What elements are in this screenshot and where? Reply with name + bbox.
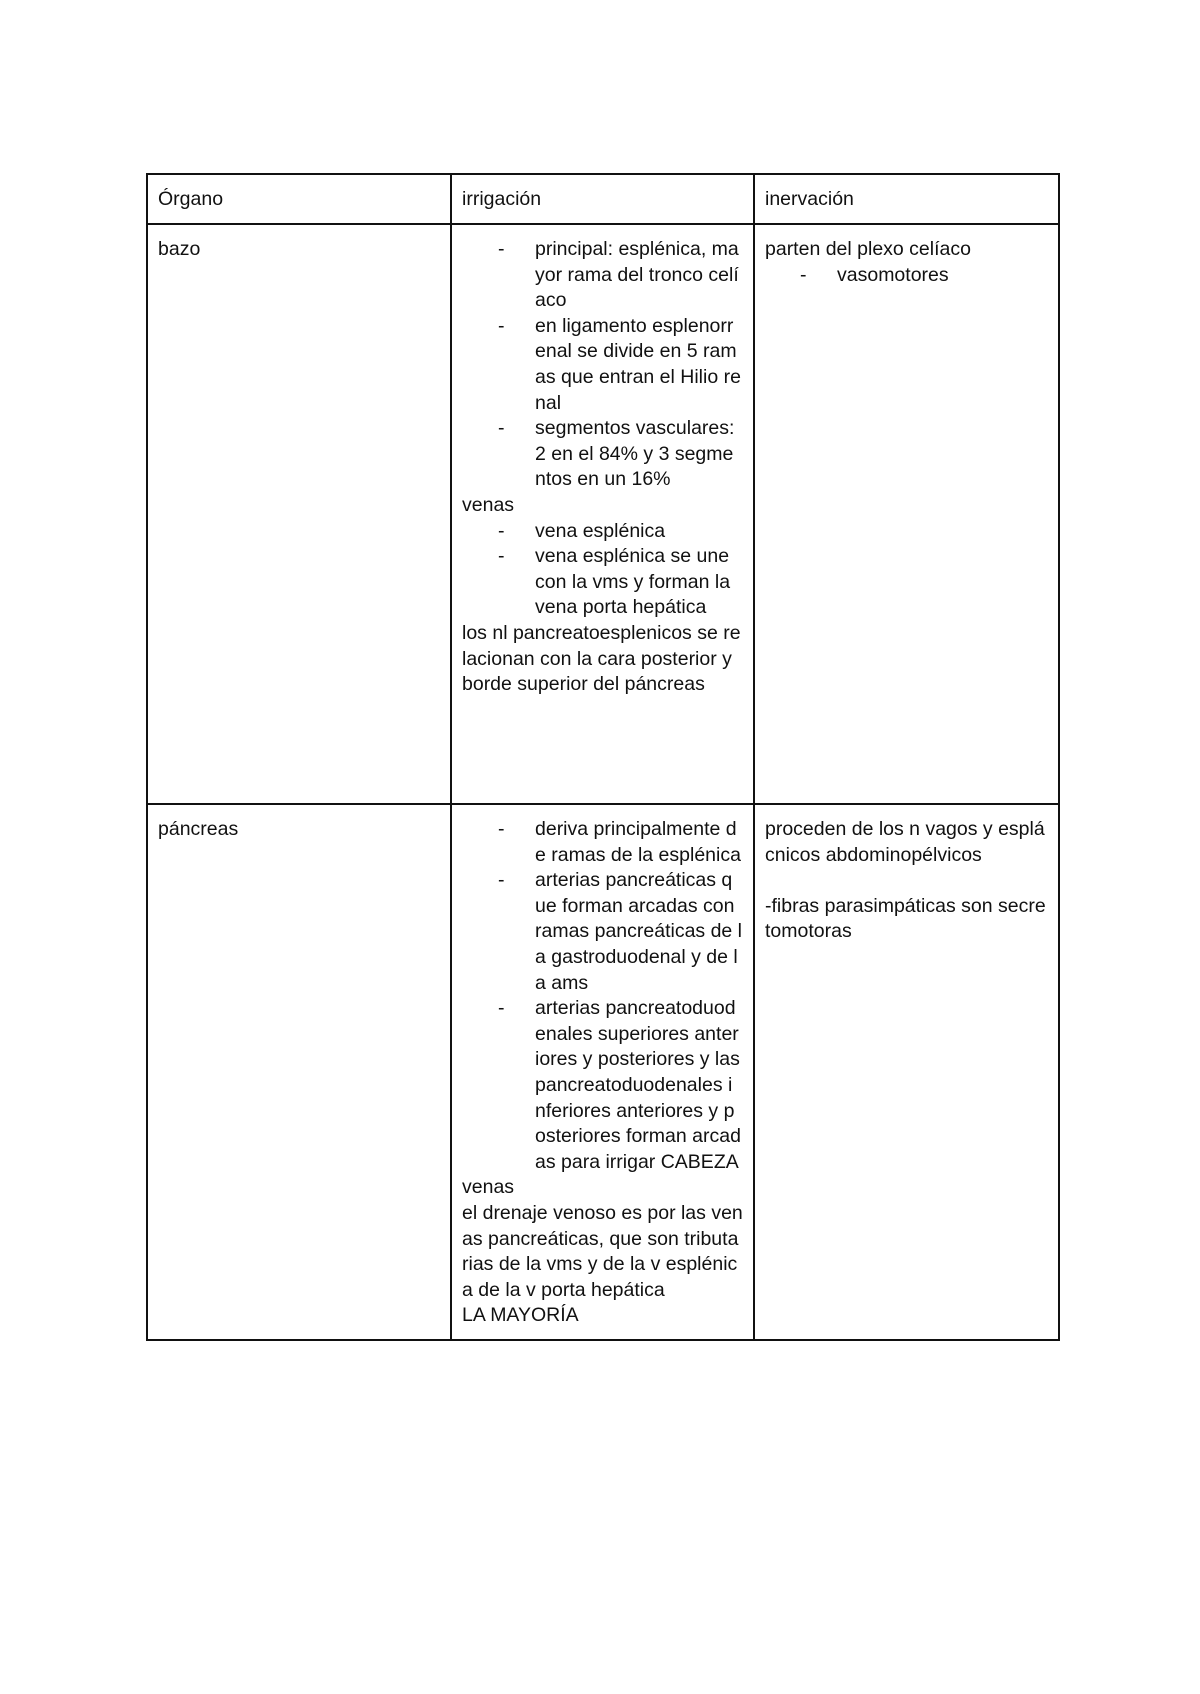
- dash-bullet: -: [498, 869, 505, 892]
- cell-inervacion-pancreas: [754, 804, 1059, 1340]
- table-row-pancreas: [147, 804, 1059, 1340]
- list-item-text: arterias pancreáticas que forman arcadas con ramas pancreáticas de la gastroduodenal y de la ams: [535, 869, 743, 994]
- bazo-inervacion-list: [765, 263, 1048, 289]
- list-item: [462, 314, 743, 416]
- pancreas-inervacion-intro: proceden de los n vagos y esplácnicos abdominopélvicos: [765, 818, 1045, 866]
- list-item: [462, 868, 743, 996]
- list-item-text: en ligamento esplenorrenal se divide en 5 ramas que entran el Hilio renal: [535, 314, 741, 414]
- paragraph-gap: [765, 868, 1048, 894]
- dash-bullet: -: [498, 417, 505, 440]
- list-item: [462, 817, 743, 868]
- bazo-note: los nl pancreatoesplenicos se relacionan con la cara posterior y borde superior del páncreas: [462, 621, 741, 696]
- header-organo: Órgano: [147, 174, 451, 224]
- header-irrigacion: irrigación: [451, 174, 754, 224]
- venas-label: venas: [462, 1176, 515, 1199]
- organ-table: [146, 173, 1060, 1341]
- table-header-row: [147, 174, 1059, 224]
- list-item-text: arterias pancreatoduodenales superiores anteriores y posteriores y las pancreatoduodenales inferiores anteriores y posteriores forman arcadas para irrigar CABEZA: [535, 997, 741, 1173]
- cell-inervacion-bazo: [754, 224, 1059, 804]
- pancreas-note-emphasis: LA MAYORÍA: [462, 1304, 579, 1327]
- cell-irrigacion-bazo: [451, 224, 754, 804]
- list-item-text: segmentos vasculares: 2 en el 84% y 3 segmentos en un 16%: [535, 417, 735, 491]
- pancreas-arteries-list: [462, 817, 743, 1175]
- cell-irrigacion-pancreas: [451, 804, 754, 1340]
- header-inervacion: inervación: [754, 174, 1059, 224]
- bazo-veins-list: [462, 519, 743, 621]
- dash-bullet: -: [498, 545, 505, 568]
- pancreas-note: el drenaje venoso es por las venas pancreáticas, que son tributarias de la vms y de la v esplénica de la v porta hepática: [462, 1201, 743, 1301]
- list-item-text: principal: esplénica, mayor rama del tronco celíaco: [535, 238, 739, 312]
- dash-bullet: -: [498, 818, 505, 840]
- venas-label: venas: [462, 493, 515, 516]
- dash-bullet: -: [498, 238, 505, 260]
- pancreas-inervacion-extra: -fibras parasimpáticas son secretomotoras: [765, 894, 1046, 943]
- list-item-text: deriva principalmente de ramas de la esplénica: [535, 818, 741, 866]
- dash-bullet: -: [498, 314, 505, 337]
- list-item: [462, 544, 743, 621]
- list-item: [462, 416, 743, 493]
- list-item-text: vena esplénica se une con la vms y forman la vena porta hepática: [535, 545, 731, 619]
- list-item: [462, 519, 743, 545]
- dash-bullet: -: [800, 263, 807, 286]
- cell-organ-pancreas: páncreas: [147, 804, 451, 1340]
- list-item-text: vasomotores: [837, 263, 949, 286]
- list-item: [765, 263, 1048, 289]
- dash-bullet: -: [498, 997, 505, 1020]
- dash-bullet: -: [498, 519, 505, 542]
- list-item-text: vena esplénica: [535, 519, 666, 542]
- cell-organ-bazo: bazo: [147, 224, 451, 804]
- list-item: [462, 237, 743, 314]
- bazo-arteries-list: [462, 237, 743, 493]
- list-item: [462, 996, 743, 1175]
- bazo-inervacion-intro: parten del plexo celíaco: [765, 238, 971, 260]
- table-row-bazo: [147, 224, 1059, 804]
